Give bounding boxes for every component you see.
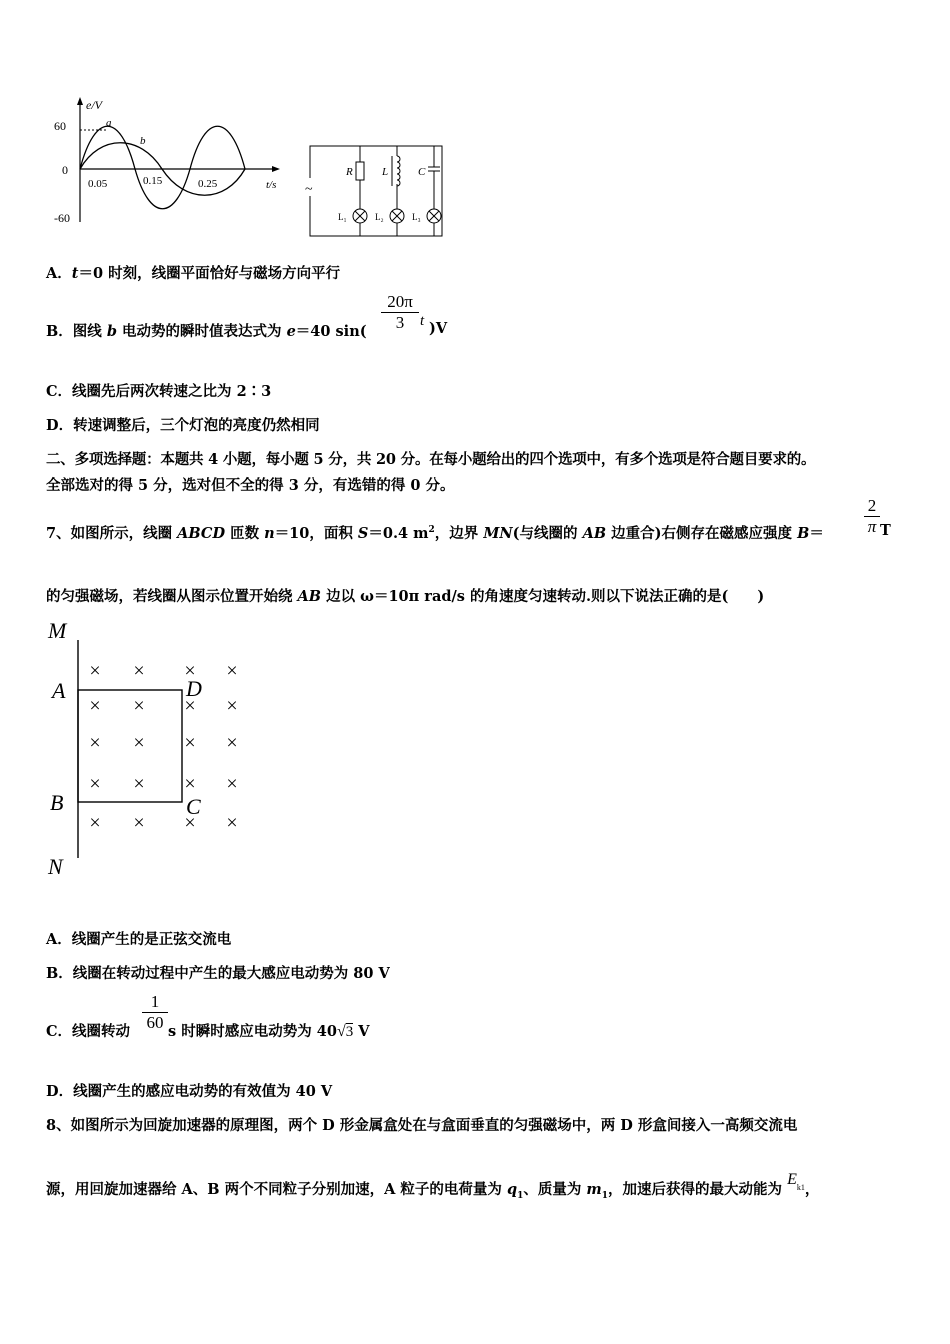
q8-stem-line1: 8、如图所示为回旋加速器的原理图，两个 D 形金属盒处在与盒面垂直的匀强磁场中，两 D 形盒间接入一高频交流电 bbox=[46, 1117, 798, 1134]
label-L: L bbox=[382, 166, 389, 178]
lamp-1 bbox=[353, 209, 367, 223]
q7-option-c: C．线圈转动 bbox=[46, 1023, 131, 1040]
q6-b-unit: )V bbox=[429, 320, 448, 337]
x-tick-025: 0.25 bbox=[198, 178, 218, 190]
curve-a bbox=[80, 126, 245, 209]
field-cross: × bbox=[89, 812, 101, 834]
field-cross: × bbox=[184, 773, 196, 795]
label-A: A bbox=[52, 678, 66, 703]
field-cross: × bbox=[133, 812, 145, 834]
label-B: B bbox=[50, 790, 64, 815]
y-axis-label: e/V bbox=[86, 98, 102, 112]
field-cross: × bbox=[226, 812, 238, 834]
field-cross: × bbox=[184, 695, 196, 717]
field-cross: × bbox=[133, 773, 145, 795]
resistor bbox=[356, 162, 364, 180]
q7-option-c-rest: s 时瞬时感应电动势为 40√3 V bbox=[168, 1023, 370, 1040]
field-cross: × bbox=[133, 660, 145, 682]
rlc-circuit bbox=[302, 140, 452, 242]
lamp-3 bbox=[427, 209, 441, 223]
x-tick-015: 0.15 bbox=[143, 175, 163, 187]
q7-b-unit: T bbox=[880, 522, 891, 539]
q7-option-b: B．线圈在转动过程中产生的最大感应电动势为 80 V bbox=[46, 965, 390, 982]
q7-stem-line2: 的匀强磁场，若线圈从图示位置开始绕 AB 边以 ω＝10π rad/s 的角速度匀速转动.则以下说法正确的是( ) bbox=[46, 588, 765, 605]
ac-source-symbol: ~ bbox=[305, 182, 313, 197]
q7-option-d: D．线圈产生的感应电动势的有效值为 40 V bbox=[46, 1083, 333, 1100]
y-tick-60: 60 bbox=[54, 119, 66, 133]
field-cross: × bbox=[184, 660, 196, 682]
y-tick-neg60: -60 bbox=[54, 211, 70, 225]
label-M: M bbox=[48, 618, 67, 643]
q6-option-b: B．图线 b 电动势的瞬时值表达式为 e＝40 sin( bbox=[46, 323, 367, 340]
lamp-label-2: L₂ bbox=[375, 212, 384, 222]
q6-option-d: D．转速调整后，三个灯泡的亮度仍然相同 bbox=[46, 417, 320, 434]
field-cross: × bbox=[226, 732, 238, 754]
coil-magnetic-field-figure bbox=[44, 618, 254, 884]
lamp-2 bbox=[390, 209, 404, 223]
x-axis-label: t/s bbox=[266, 179, 277, 191]
lamp-label-1: L₁ bbox=[338, 212, 347, 222]
sqrt-symbol: √ bbox=[336, 1023, 346, 1040]
field-cross: × bbox=[133, 695, 145, 717]
q7-c-fraction: 1 60 bbox=[142, 992, 168, 1033]
curve-label-a: a bbox=[106, 117, 112, 129]
label-C: C bbox=[186, 794, 201, 819]
label-C: C bbox=[418, 166, 426, 178]
y-tick-0: 0 bbox=[62, 163, 68, 177]
label-R: R bbox=[346, 166, 353, 178]
field-cross: × bbox=[89, 732, 101, 754]
field-cross: × bbox=[133, 732, 145, 754]
curve-label-b: b bbox=[140, 135, 146, 147]
field-cross: × bbox=[226, 695, 238, 717]
q7-option-a: A．线圈产生的是正弦交流电 bbox=[46, 931, 232, 948]
x-tick-005: 0.05 bbox=[88, 178, 108, 190]
field-cross: × bbox=[226, 773, 238, 795]
q7-b-fraction: 2 π bbox=[864, 496, 880, 537]
q6-b-tail: t bbox=[420, 313, 425, 329]
field-cross: × bbox=[184, 812, 196, 834]
label-D: D bbox=[186, 676, 202, 701]
q6-option-a: A．t＝0 时刻，线圈平面恰好与磁场方向平行 bbox=[46, 265, 341, 282]
field-cross: × bbox=[89, 773, 101, 795]
q8-stem-line2: 源，用回旋加速器给 A、B 两个不同粒子分别加速，A 粒子的电荷量为 $q_1$、质量为 $m_1$，加速后获得的最大动能为 $E_{k1}$， bbox=[46, 1171, 820, 1201]
lamp-label-3: L₃ bbox=[412, 212, 421, 222]
section2-line1: 二、多项选择题：本题共 4 小题，每小题 5 分，共 20 分。在每小题给出的四个选项中，有多个选项是符合题目要求的。 bbox=[46, 451, 816, 468]
field-cross: × bbox=[226, 660, 238, 682]
section2-line2: 全部选对的得 5 分，选对但不全的得 3 分，有选错的得 0 分。 bbox=[46, 477, 455, 494]
field-cross: × bbox=[184, 732, 196, 754]
field-cross: × bbox=[89, 695, 101, 717]
field-cross: × bbox=[89, 660, 101, 682]
q7-stem-line1: 7、如图所示，线圈 ABCD 匝数 n＝10，面积 S＝0.4 $m^2$，边界 MN(与线圈的 AB 边重合)右侧存在磁感应强度 B＝ bbox=[46, 525, 824, 542]
q6-b-fraction: 20π 3 bbox=[381, 292, 419, 333]
field-crosses bbox=[89, 660, 237, 834]
label-N: N bbox=[48, 854, 63, 879]
emf-time-graph bbox=[40, 92, 300, 242]
q6-option-c: C．线圈先后两次转速之比为 2∶3 bbox=[46, 383, 272, 400]
